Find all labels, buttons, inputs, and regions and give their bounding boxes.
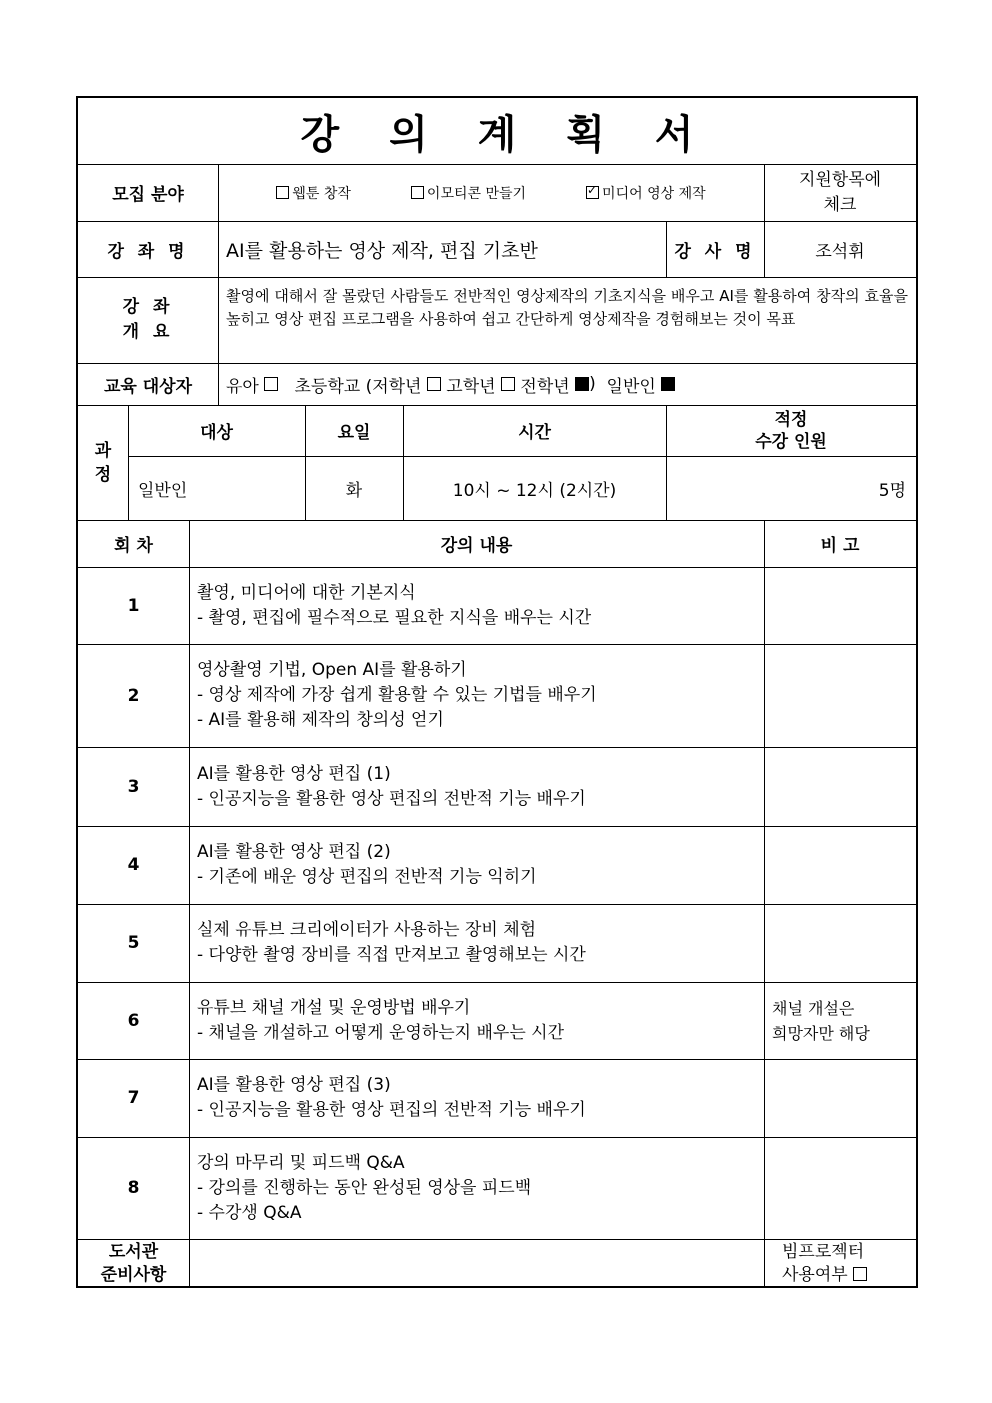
session-content: 영상촬영 기법, Open AI를 활용하기 - 영상 제작에 가장 쉽게 활용할 수 있는 기법들 배우기 - AI를 활용해 제작의 창의성 얻기	[197, 660, 597, 730]
process-time: 10시 ~ 12시 (2시간)	[452, 480, 617, 501]
filled-checkbox-icon[interactable]	[575, 377, 589, 391]
session-header-no: 회 차	[114, 536, 153, 556]
library-prep-field[interactable]	[189, 1239, 764, 1288]
page-title: 강 의 계 획 서	[300, 111, 712, 158]
projector-usage: 빔프로젝터 사용여부	[764, 1239, 916, 1288]
option-media-video[interactable]: ✓ 미디어 영상 제작	[586, 183, 706, 203]
lecture-plan-form	[76, 96, 918, 1288]
session-content: 유튜브 채널 개설 및 운영방법 배우기 - 채널을 개설하고 어떻게 운영하는지 배우는 시간	[197, 997, 564, 1043]
process-day: 화	[345, 480, 363, 501]
rule	[764, 520, 765, 1288]
course-name: AI를 활용하는 영상 제작, 편집 기초반	[226, 239, 538, 262]
option-emoticon[interactable]: 이모티콘 만들기	[411, 183, 526, 203]
target-label: 교육 대상자	[103, 376, 193, 397]
session-header-content: 강의 내용	[440, 536, 513, 556]
instructor-label: 강 사 명	[674, 241, 756, 262]
course-name-label: 강 좌 명	[107, 241, 189, 262]
checked-checkbox-icon[interactable]	[586, 186, 599, 199]
session-header-remark: 비 고	[820, 536, 860, 556]
overview-text: 촬영에 대해서 잘 몰랐던 사람들도 전반적인 영상제작의 기초지식을 배우고 AI를 활용하여 창작의 효율을 높히고 영상 편집 프로그램을 사용하여 쉽고 간단하게 영상제작을 경험해보는 것이 목표	[226, 287, 908, 328]
recruit-note: 지원항목에 체크	[798, 169, 882, 215]
session-remark: 채널 개설은 희망자만 해당	[772, 998, 870, 1043]
process-header-capacity: 적정 수강 인원	[755, 409, 827, 452]
process-header-target: 대상	[200, 423, 233, 443]
session-content: AI를 활용한 영상 편집 (2) - 기존에 배운 영상 편집의 전반적 기능 익히기	[197, 842, 537, 887]
process-header-day: 요일	[337, 423, 371, 443]
process-header-time: 시간	[518, 423, 551, 443]
checkbox-icon[interactable]	[853, 1267, 867, 1281]
session-content: AI를 활용한 영상 편집 (3) - 인공지능을 활용한 영상 편집의 전반적 기능 배우기	[197, 1075, 586, 1120]
recruit-label: 모집 분야	[112, 185, 184, 205]
process-label: 과 정	[94, 440, 112, 485]
checkbox-icon[interactable]	[501, 377, 515, 391]
session-number: 2	[127, 685, 140, 706]
session-number: 6	[127, 1010, 140, 1031]
session-content: AI를 활용한 영상 편집 (1) - 인공지능을 활용한 영상 편집의 전반적 기능 배우기	[197, 763, 586, 809]
recruit-options	[218, 164, 764, 221]
session-number: 3	[127, 776, 140, 797]
checkbox-icon[interactable]	[264, 377, 278, 391]
option-webtoon[interactable]: 웹툰 창작	[276, 183, 351, 203]
session-content: 실제 유튜브 크리에이터가 사용하는 장비 체험 - 다양한 촬영 장비를 직접 만져보고 촬영해보는 시간	[197, 920, 586, 965]
overview-label: 강 좌 개 요	[122, 297, 174, 342]
library-label: 도서관 준비사항	[100, 1241, 167, 1285]
session-number: 4	[127, 855, 140, 875]
checkbox-icon[interactable]	[427, 377, 441, 391]
filled-checkbox-icon[interactable]	[661, 377, 675, 391]
checkbox-icon[interactable]	[411, 186, 424, 199]
target-options: 유아 초등학교 (저학년 고학년 전학년 ) 일반인	[218, 363, 916, 405]
session-number: 8	[127, 1178, 140, 1198]
session-number: 1	[127, 595, 140, 616]
instructor-name: 조석휘	[815, 241, 865, 262]
session-number: 5	[127, 933, 140, 953]
checkbox-icon[interactable]	[276, 186, 289, 199]
session-content: 강의 마무리 및 피드백 Q&A - 강의를 진행하는 동안 완성된 영상을 피드백 - 수강생 Q&A	[197, 1152, 532, 1223]
session-number: 7	[127, 1088, 140, 1108]
session-content: 촬영, 미디어에 대한 기본지식 - 촬영, 편집에 필수적으로 필요한 지식을 배우는 시간	[197, 582, 592, 628]
process-target: 일반인	[138, 480, 188, 501]
process-capacity: 5명	[878, 480, 906, 501]
